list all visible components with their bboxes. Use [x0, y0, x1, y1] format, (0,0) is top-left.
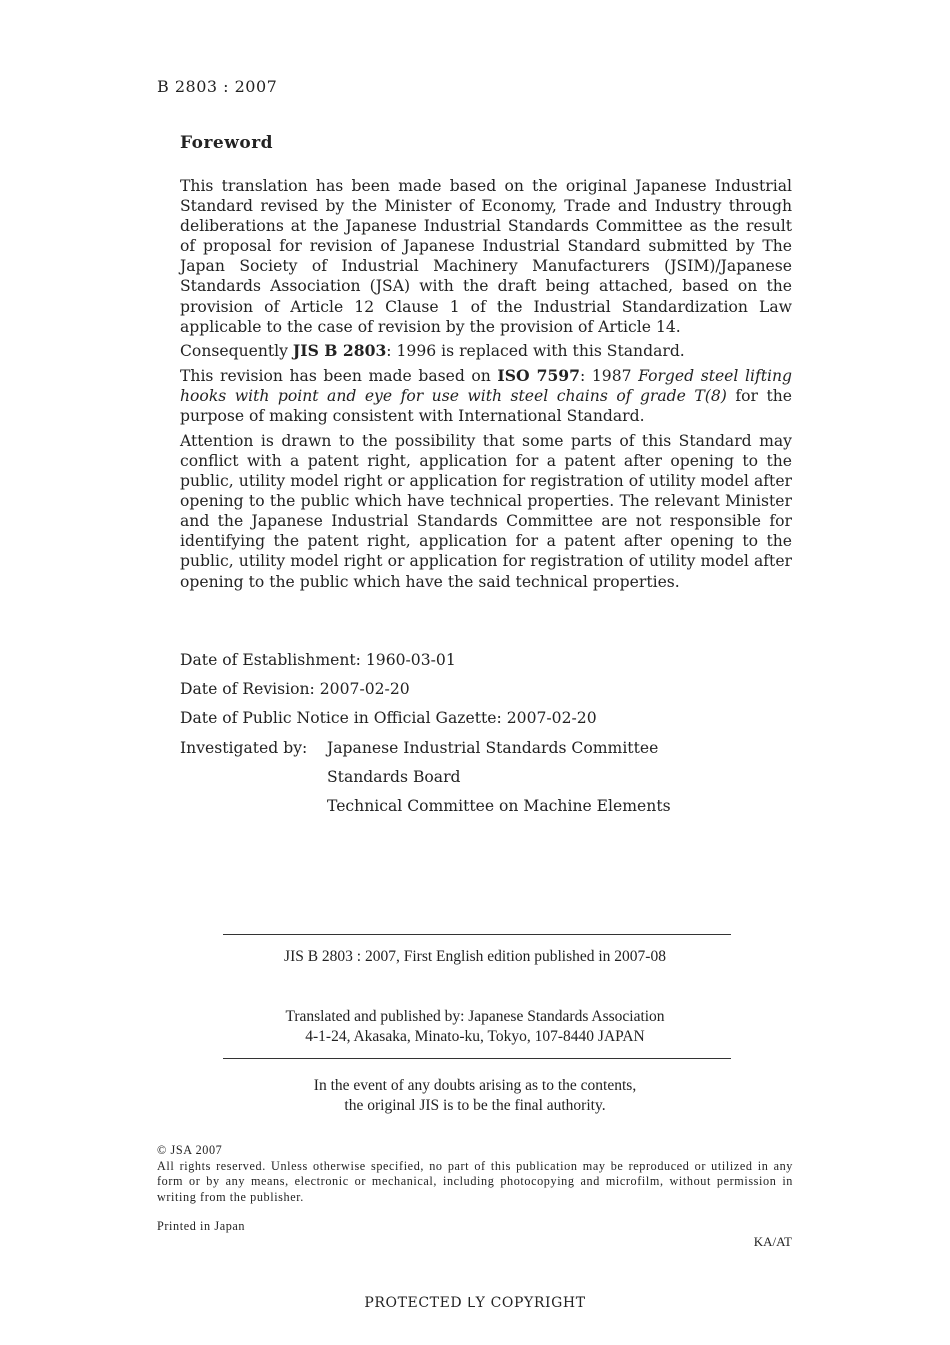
foreword-paragraph-2: Consequently JIS B 2803: 1996 is replaced with this Standard.	[180, 341, 685, 361]
investigated-by-committee: Japanese Industrial Standards Committee	[327, 739, 659, 757]
translated-by-line: Translated and published by: Japanese Standards Association	[285, 1008, 665, 1025]
protected-notice: PROTECTED ᒪY COPYRIGHT	[364, 1295, 586, 1311]
foreword-paragraph-1: This translation has been made based on the original Japanese Industrial Standard revised by the Minister of Economy, Trade and Industry through deliberations at the Japanese Industrial Standards Committee as the result of proposal for revision of Japanese Industrial Standard submitted by The Japan Society of Industrial Machinery Manufacturers (JSIM)/Japanese Standards Association (JSA) with the draft being attached, based on the provision of Article 12 Clause 1 of the Industrial Standardization Law applicable to the case of revision by the provision of Article 14.	[180, 177, 792, 336]
address-line: 4-1-24, Akasaka, Minato-ku, Tokyo, 107-8440 JAPAN	[305, 1028, 645, 1045]
copyright-line: © JSA 2007	[157, 1143, 223, 1157]
date-of-revision: Date of Revision: 2007-02-20	[180, 680, 410, 698]
document-code: KA/AT	[753, 1234, 792, 1249]
copyright-block	[157, 1143, 793, 1205]
date-of-public-notice: Date of Public Notice in Official Gazette: 2007-02-20	[180, 709, 597, 727]
investigated-by-technical-committee: Technical Committee on Machine Elements	[327, 797, 671, 815]
authority-line-2: the original JIS is to be the final authority.	[344, 1097, 606, 1114]
date-of-establishment: Date of Establishment: 1960-03-01	[180, 651, 456, 669]
foreword-paragraph-4: Attention is drawn to the possibility that some parts of this Standard may conflict with a patent right, application for a patent after opening to the public, utility model right or application for registration of utility model after opening to the public which have technical properties. The relevant Minister and the Japanese Industrial Standards Committee are not responsible for identifying the patent right, application for a patent after opening to the public, utility model right or application for registration of utility model after opening to the public which have the said technical properties.	[180, 431, 792, 591]
bottom-rule	[223, 1058, 731, 1059]
foreword-paragraph-3: This revision has been made based on ISO 7597: 1987 Forged steel lifting hooks with point and eye for use with steel chains of grade T(8) for the purpose of making consistent with International Standard.	[180, 366, 793, 426]
standard-ref-jis: JIS B 2803	[292, 341, 387, 361]
document-id: B 2803 : 2007	[157, 77, 278, 96]
authority-line-1: In the event of any doubts arising as to the contents,	[313, 1077, 637, 1094]
top-rule	[223, 934, 731, 935]
edition-line: JIS B 2803 : 2007, First English edition published in 2007-08	[284, 948, 666, 965]
standard-ref-iso: ISO 7597	[497, 366, 581, 386]
iso-title: Forged steel lifting hooks with point and eye for use with steel chains of grade T(8)	[180, 367, 793, 406]
investigated-by-label: Investigated by:	[180, 739, 308, 757]
rights-notice: All rights reserved. Unless otherwise specified, no part of this publication may be reproduced or utilized in any form or by any means, electronic or mechanical, including photocopying and microfilm, without permission in writing from the publisher.	[157, 1158, 793, 1204]
foreword-heading: Foreword	[180, 133, 274, 153]
foreword-body	[180, 176, 792, 596]
printed-in: Printed in Japan	[157, 1219, 246, 1233]
investigated-by-board: Standards Board	[327, 768, 461, 786]
